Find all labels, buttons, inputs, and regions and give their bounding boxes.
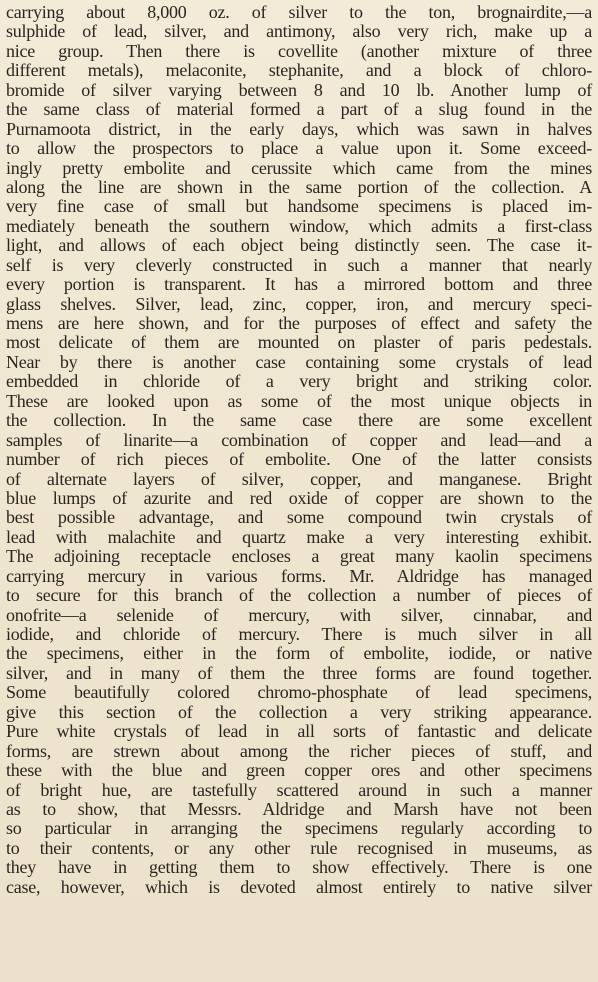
text-line: nice group. Then there is covellite (another mixture of three <box>6 40 592 61</box>
text-line: samples of linarite—a combination of copper and lead—and a <box>6 429 592 450</box>
text-line: mediately beneath the southern window, which admits a first-class <box>6 215 592 236</box>
text-line: the collection. In the same case there are some excellent <box>6 410 592 431</box>
text-line: bromide of silver varying between 8 and 10 lb. Another lump of <box>6 79 592 100</box>
text-line: very fine case of small but handsome specimens is placed im- <box>6 196 592 217</box>
text-line: onofrite—a selenide of mercury, with silver, cinnabar, and <box>6 604 592 625</box>
text-line: forms, are strewn about among the richer pieces of stuff, and <box>6 740 592 761</box>
text-line: carrying about 8,000 oz. of silver to the ton, brognairdite,—a <box>6 2 592 22</box>
text-line: lead with malachite and quartz make a very interesting exhibit. <box>6 526 592 547</box>
text-line: so particular in arranging the specimens regularly according to <box>6 818 592 839</box>
text-line: Some beautifully colored chromo-phosphate of lead specimens, <box>6 682 592 703</box>
text-line: carrying mercury in various forms. Mr. Aldridge has managed <box>6 565 592 586</box>
text-line: silver, and in many of them the three forms are found together. <box>6 662 592 683</box>
text-line: glass shelves. Silver, lead, zinc, copper, iron, and mercury speci- <box>6 293 592 314</box>
text-line: number of rich pieces of embolite. One of the latter consists <box>6 449 592 470</box>
text-line: of bright hue, are tastefully scattered around in such a manner <box>6 779 592 800</box>
text-line: light, and allows of each object being distinctly seen. The case it- <box>6 235 592 256</box>
text-line: ingly pretty embolite and cerussite which came from the mines <box>6 157 592 178</box>
text-line: the specimens, either in the form of embolite, iodide, or native <box>6 643 592 664</box>
text-line: different metals), melaconite, stephanite, and a block of chloro- <box>6 60 592 81</box>
text-line: The adjoining receptacle encloses a great many kaolin specimens <box>6 546 592 567</box>
text-line: Near by there is another case containing some crystals of lead <box>6 351 592 372</box>
text-line: to allow the prospectors to place a value upon it. Some exceed- <box>6 138 592 159</box>
text-line: every portion is transparent. It has a mirrored bottom and three <box>6 274 592 295</box>
text-line: to their contents, or any other rule recognised in museums, as <box>6 837 592 858</box>
text-line: mens are here shown, and for the purposes of effect and safety the <box>6 313 592 333</box>
text-line: of alternate layers of silver, copper, and manganese. Bright <box>6 468 592 489</box>
text-line: most delicate of them are mounted on plaster of paris pedestals. <box>6 332 592 353</box>
text-line: self is very cleverly constructed in such a manner that nearly <box>6 254 592 275</box>
text-line: embedded in chloride of a very bright and striking color. <box>6 371 592 392</box>
text-line: Purnamoota district, in the early days, which was sawn in halves <box>6 118 592 139</box>
text-line: the same class of material formed a part of a slug found in the <box>6 99 592 120</box>
text-line: sulphide of lead, silver, and antimony, also very rich, make up a <box>6 21 592 42</box>
text-line: iodide, and chloride of mercury. There is much silver in all <box>6 624 592 644</box>
text-line: as to show, that Messrs. Aldridge and Marsh have not been <box>6 798 592 819</box>
text-line: case, however, which is devoted almost entirely to native silver <box>6 876 592 897</box>
text-line: blue lumps of azurite and red oxide of copper are shown to the <box>6 487 592 508</box>
text-line: Pure white crystals of lead in all sorts of fantastic and delicate <box>6 721 592 742</box>
text-line: give this section of the collection a very striking appearance. <box>6 701 592 722</box>
text-line: they have in getting them to show effectively. There is one <box>6 857 592 878</box>
text-line: best possible advantage, and some compound twin crystals of <box>6 507 592 528</box>
text-line: These are looked upon as some of the most unique objects in <box>6 390 592 411</box>
text-line: these with the blue and green copper ores and other specimens <box>6 760 592 781</box>
text-line: to secure for this branch of the collection a number of pieces of <box>6 585 592 606</box>
text-line: along the line are shown in the same portion of the collection. A <box>6 176 592 197</box>
article-body <box>6 3 592 897</box>
